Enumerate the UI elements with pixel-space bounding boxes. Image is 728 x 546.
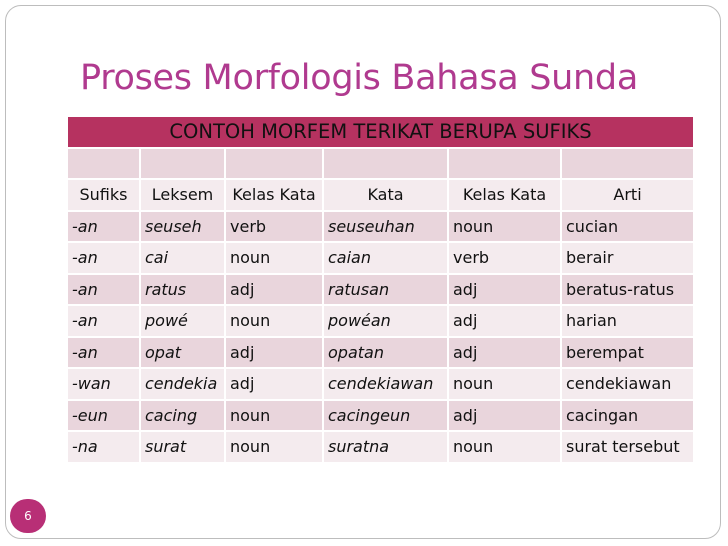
leksem-cell: powé bbox=[140, 305, 225, 337]
kelas-kata-2-cell: adj bbox=[448, 274, 561, 306]
arti-cell: cacingan bbox=[561, 400, 694, 432]
table-row bbox=[67, 274, 694, 306]
header-kelas-kata: Kelas Kata bbox=[225, 179, 323, 211]
kelas-kata-2-cell: noun bbox=[448, 368, 561, 400]
kelas-kata-cell: noun bbox=[225, 305, 323, 337]
leksem-cell: ratus bbox=[140, 274, 225, 306]
sufiks-cell: -wan bbox=[67, 368, 140, 400]
kelas-kata-2-cell: adj bbox=[448, 400, 561, 432]
kata-cell: cendekiawan bbox=[323, 368, 448, 400]
kelas-kata-2-cell: adj bbox=[448, 305, 561, 337]
header-leksem: Leksem bbox=[140, 179, 225, 211]
sufiks-cell: -eun bbox=[67, 400, 140, 432]
table-blank-row bbox=[67, 148, 694, 180]
page-number-badge: 6 bbox=[10, 499, 46, 533]
arti-cell: beratus-ratus bbox=[561, 274, 694, 306]
kata-cell: ratusan bbox=[323, 274, 448, 306]
arti-cell: harian bbox=[561, 305, 694, 337]
header-sufiks: Sufiks bbox=[67, 179, 140, 211]
leksem-cell: opat bbox=[140, 337, 225, 369]
leksem-cell: cai bbox=[140, 242, 225, 274]
leksem-cell: seuseh bbox=[140, 211, 225, 243]
sufiks-cell: -na bbox=[67, 431, 140, 463]
sufiks-cell: -an bbox=[67, 274, 140, 306]
table-row bbox=[67, 400, 694, 432]
suffix-table bbox=[66, 115, 695, 464]
arti-cell: berair bbox=[561, 242, 694, 274]
kata-cell: powéan bbox=[323, 305, 448, 337]
table-row bbox=[67, 211, 694, 243]
arti-cell: cucian bbox=[561, 211, 694, 243]
sufiks-cell: -an bbox=[67, 305, 140, 337]
leksem-cell: cacing bbox=[140, 400, 225, 432]
kelas-kata-2-cell: verb bbox=[448, 242, 561, 274]
kata-cell: caian bbox=[323, 242, 448, 274]
kelas-kata-cell: noun bbox=[225, 400, 323, 432]
sufiks-cell: -an bbox=[67, 242, 140, 274]
table-row bbox=[67, 337, 694, 369]
table-row bbox=[67, 305, 694, 337]
table-row bbox=[67, 242, 694, 274]
arti-cell: surat tersebut bbox=[561, 431, 694, 463]
leksem-cell: surat bbox=[140, 431, 225, 463]
slide-title: Proses Morfologis Bahasa Sunda bbox=[80, 58, 638, 98]
arti-cell: berempat bbox=[561, 337, 694, 369]
kelas-kata-2-cell: adj bbox=[448, 337, 561, 369]
header-kelas-kata-2: Kelas Kata bbox=[448, 179, 561, 211]
header-arti: Arti bbox=[561, 179, 694, 211]
kata-cell: cacingeun bbox=[323, 400, 448, 432]
table-row bbox=[67, 431, 694, 463]
sufiks-cell: -an bbox=[67, 337, 140, 369]
kelas-kata-2-cell: noun bbox=[448, 431, 561, 463]
kelas-kata-cell: noun bbox=[225, 431, 323, 463]
header-kata: Kata bbox=[323, 179, 448, 211]
leksem-cell: cendekia bbox=[140, 368, 225, 400]
arti-cell: cendekiawan bbox=[561, 368, 694, 400]
table-header-row bbox=[67, 179, 694, 211]
sufiks-cell: -an bbox=[67, 211, 140, 243]
kata-cell: opatan bbox=[323, 337, 448, 369]
kelas-kata-cell: noun bbox=[225, 242, 323, 274]
table-caption: CONTOH MORFEM TERIKAT BERUPA SUFIKS bbox=[67, 116, 694, 148]
kelas-kata-cell: verb bbox=[225, 211, 323, 243]
kelas-kata-cell: adj bbox=[225, 337, 323, 369]
table-caption-row bbox=[67, 116, 694, 148]
kata-cell: suratna bbox=[323, 431, 448, 463]
kelas-kata-2-cell: noun bbox=[448, 211, 561, 243]
table-row bbox=[67, 368, 694, 400]
kelas-kata-cell: adj bbox=[225, 274, 323, 306]
kelas-kata-cell: adj bbox=[225, 368, 323, 400]
kata-cell: seuseuhan bbox=[323, 211, 448, 243]
